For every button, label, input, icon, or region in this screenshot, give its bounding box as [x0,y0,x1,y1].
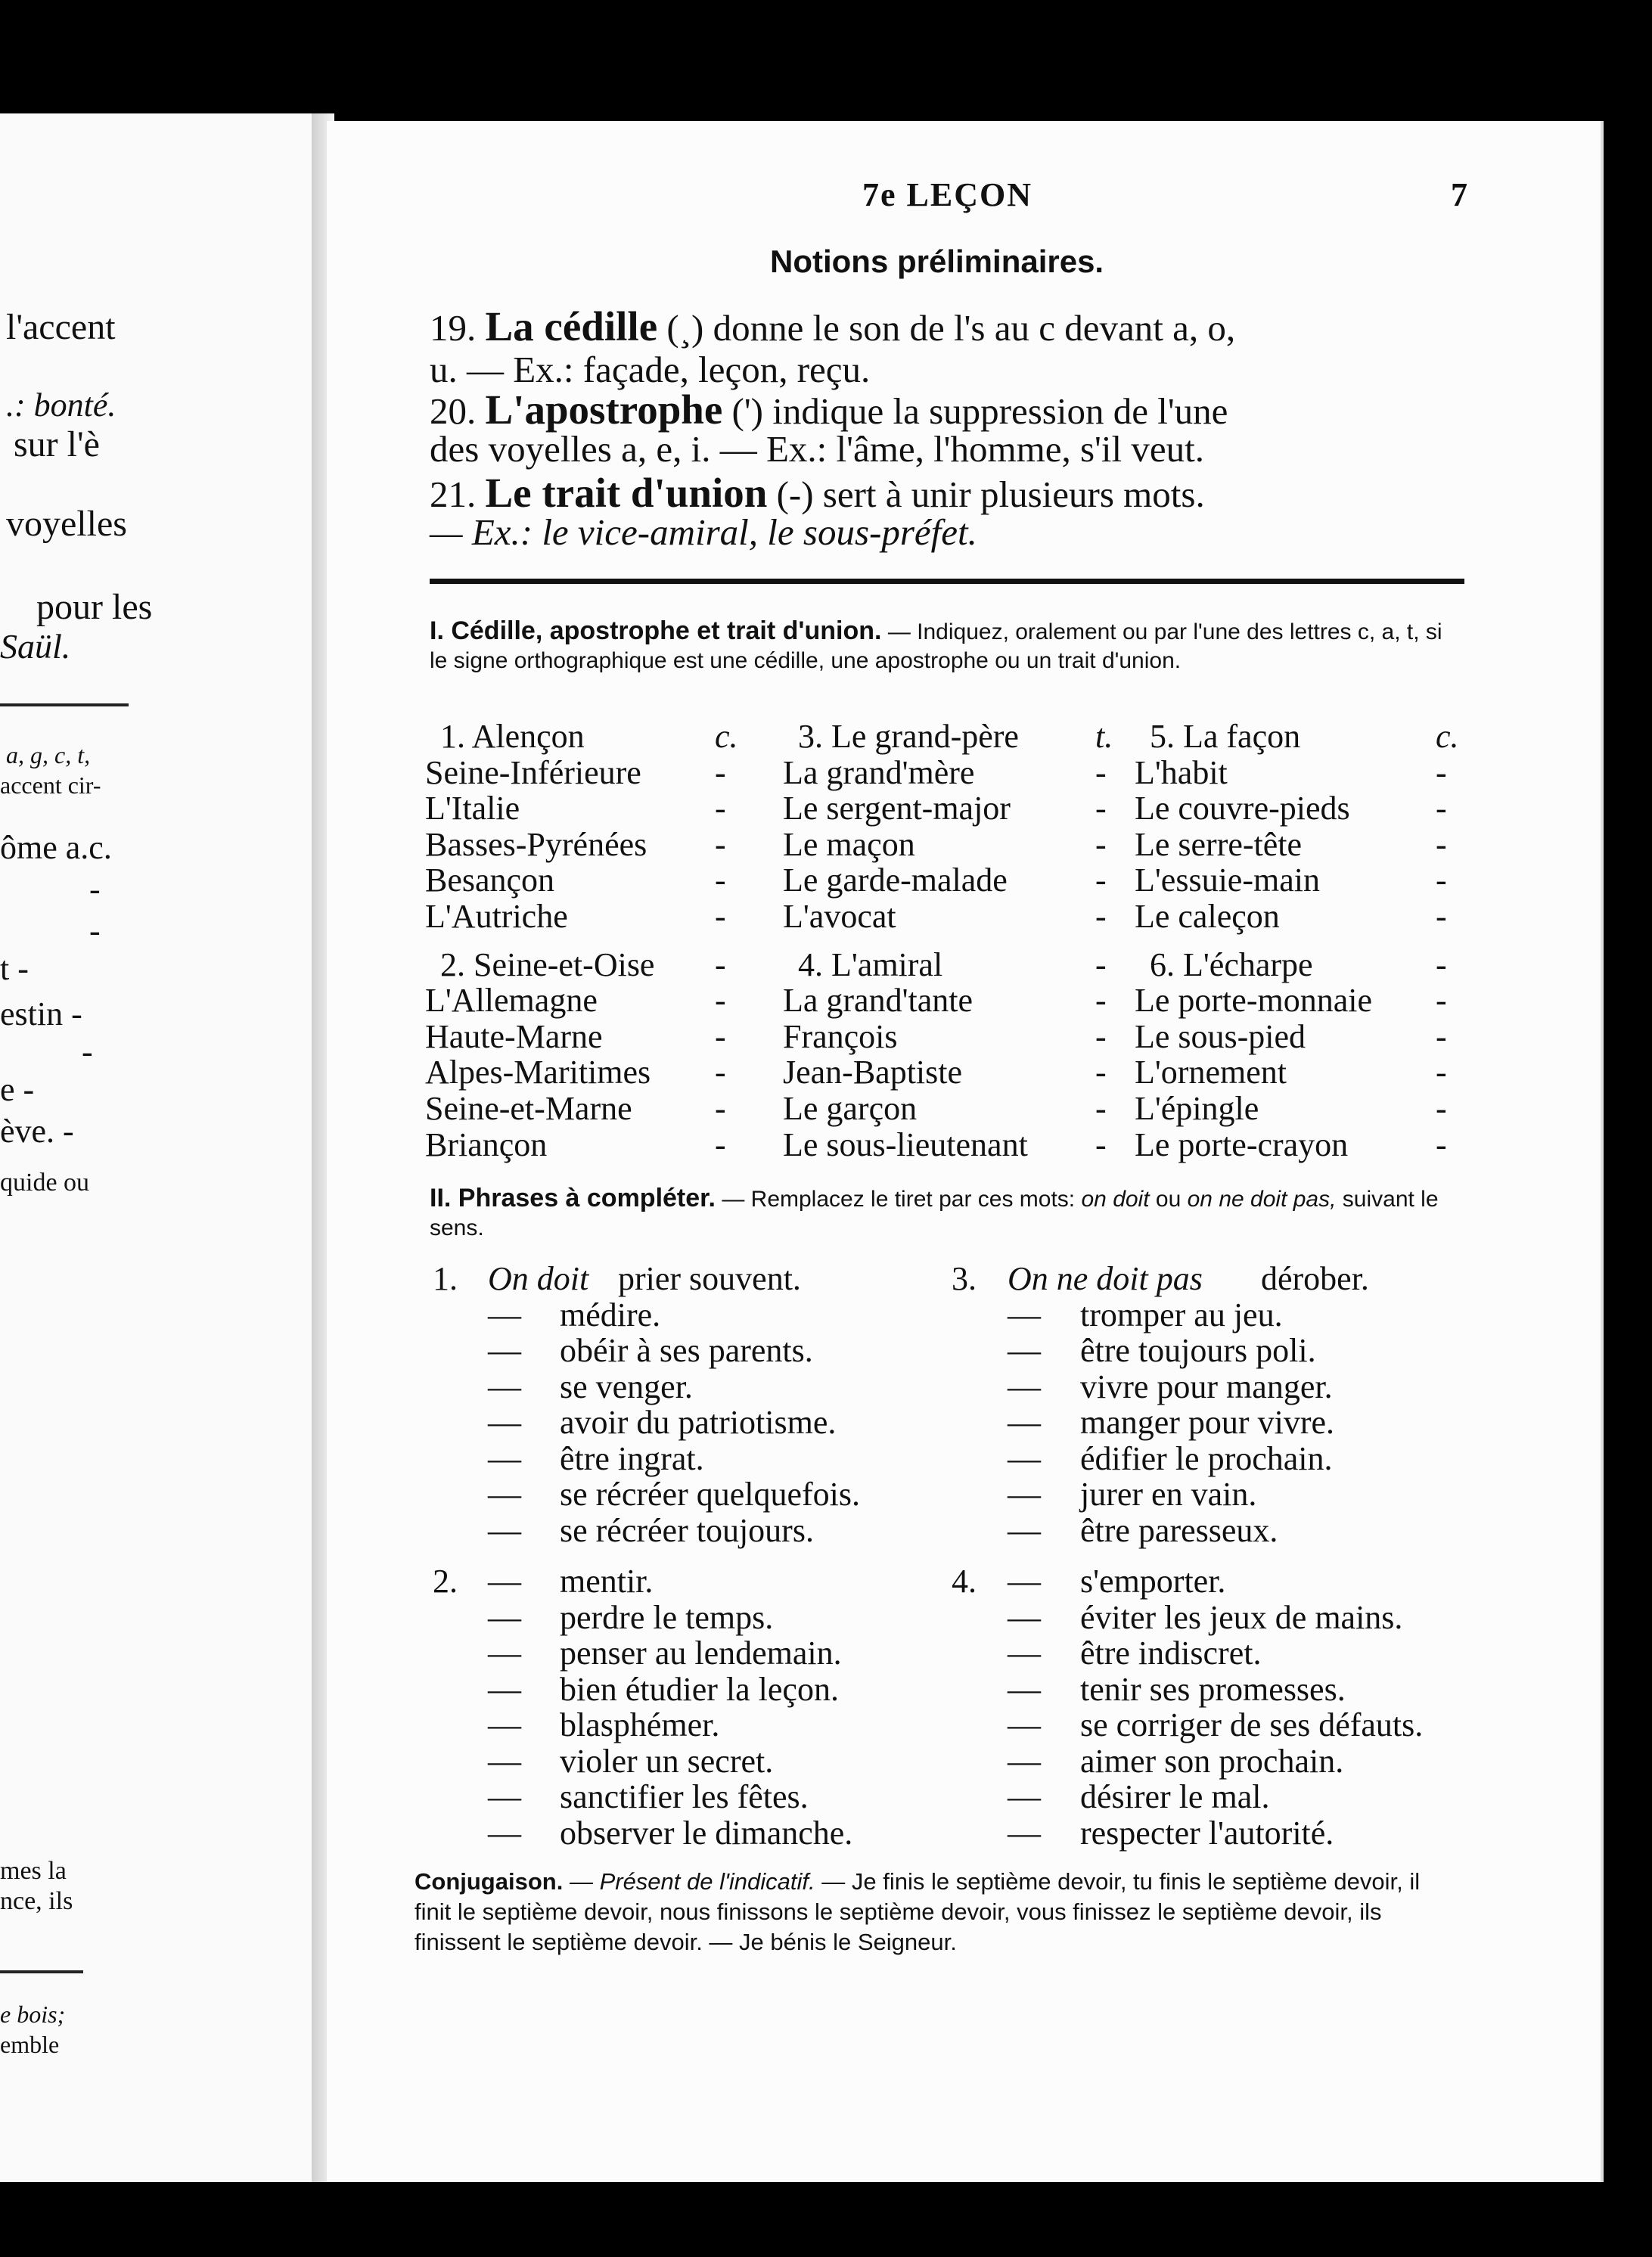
exercise2-phrase: mentir. [560,1563,654,1600]
exercise1-answer: - [1095,1090,1107,1127]
exercise2-blank-dash: — [1008,1404,1041,1441]
prev-line: Saül. [0,627,71,666]
exercise1-word: Briançon [425,1125,548,1163]
prev-divider [0,703,129,706]
exercise1-word: Seine-et-Marne [425,1090,632,1127]
exercise2-or: ou [1155,1187,1182,1212]
exercise2-phrase: tromper au jeu. [1080,1296,1283,1333]
exercise2-phrase: se corriger de ses défauts. [1080,1706,1424,1743]
exercise2-blank-dash: — [488,1296,521,1333]
prev-line: t - [0,950,29,987]
rule-term: L'apostrophe [485,387,723,433]
exercise1-title: I. Cédille, apostrophe et trait d'union. [430,616,882,645]
exercise2-phrase: vivre pour manger. [1080,1368,1333,1405]
exercise2-blank-dash: — [1008,1563,1041,1600]
exercise2-group-number: 3. [952,1260,977,1297]
exercise1-word: Le porte-monnaie [1135,982,1372,1020]
exercise2-phrase: jurer en vain. [1080,1476,1257,1513]
exercise1-word: L'Allemagne [425,982,598,1020]
exercise2-phrase: se récréer quelquefois. [560,1476,861,1513]
exercise2-blank-dash: — [488,1511,521,1549]
exercise2-phrase: penser au lendemain. [560,1635,842,1672]
prev-divider [0,1970,83,1973]
exercise1-word: Seine-Inférieure [425,753,641,791]
exercise1-answer: - [715,825,726,863]
exercise2-heading [430,1184,1466,1243]
exercise2-phrase: perdre le temps. [560,1598,774,1636]
exercise2-blank-dash: — [488,1563,521,1600]
exercise2-blank-dash: — [488,1332,521,1369]
exercise1-answer: - [1095,790,1107,827]
exercise1-word: Jean-Baptiste [783,1054,963,1091]
exercise2-blank-dash: — [1008,1439,1041,1477]
exercise1-answer: - [715,898,726,935]
exercise1-answer: - [1436,753,1447,791]
exercise2-instruction: — Remplacez le tiret par ces mots: [722,1187,1076,1212]
exercise2-phrase: bien étudier la leçon. [560,1670,839,1708]
exercise2-lead: On ne doit pas [1008,1260,1203,1297]
exercise2-blank-dash: — [488,1476,521,1513]
exercise1-answer: t. [1095,718,1113,755]
page-title: Notions préliminaires. [770,244,1104,279]
prev-line: emble [0,2031,60,2058]
exercise1-answer: - [1095,945,1107,983]
exercise1-word: Le sous-lieutenant [783,1125,1028,1163]
prev-line: quide ou [0,1169,90,1197]
exercise1-word: Besançon [425,862,555,899]
exercise2-blank-dash: — [488,1635,521,1672]
exercise1-heading [430,616,1466,675]
exercise2-blank-dash: — [1008,1332,1041,1369]
exercise1-answer: - [715,790,726,827]
exercise2-group-number: 4. [952,1563,977,1600]
prev-line: .: bonté. [6,387,116,424]
exercise1-answer: - [1436,1017,1447,1055]
conjugation-tense: — Présent de l'indicatif. [569,1868,815,1895]
exercise1-answer: - [1095,1017,1107,1055]
exercise1-word: 5. La façon [1150,718,1301,755]
exercise1-answer: - [1095,862,1107,899]
section-divider [430,579,1464,584]
page-number: 7 [1451,176,1467,213]
exercise2-choice-a: on doit [1081,1187,1150,1212]
exercise2-phrase: obéir à ses parents. [560,1332,813,1369]
exercise1-word: Le maçon [783,825,915,863]
exercise1-word: Le porte-crayon [1135,1125,1349,1163]
rule-symbol: (-) [776,473,814,515]
exercise2-suffix: suivant le sens. [430,1187,1439,1240]
exercise2-group-number: 2. [433,1563,458,1600]
exercise2-lead: On doit [488,1260,589,1297]
exercise2-blank-dash: — [488,1368,521,1405]
conjugation-heading: Conjugaison. [415,1868,564,1895]
exercise2-blank-dash: — [1008,1598,1041,1636]
exercise2-blank-dash: — [1008,1742,1041,1780]
exercise1-answer: - [1436,898,1447,935]
rule-19 [430,303,1235,350]
exercise1-answer: - [1436,982,1447,1020]
exercise2-blank-dash: — [1008,1296,1041,1333]
prev-line: accent cir- [0,771,101,799]
exercise1-word: François [783,1017,898,1055]
exercise1-instruction: — Indiquez, oralement ou par l'une des lettres c, a, t, si le signe orthographique est une cédille, une apostrophe ou un trait d'union. [430,619,1442,673]
exercise2-blank-dash: — [1008,1476,1041,1513]
exercise1-word: 6. L'écharpe [1150,945,1313,983]
exercise1-answer: - [1095,898,1107,935]
exercise1-answer: - [1095,1054,1107,1091]
exercise1-answer: - [1436,1054,1447,1091]
exercise2-phrase: éviter les jeux de mains. [1080,1598,1403,1636]
exercise2-phrase: se venger. [560,1368,693,1405]
exercise2-phrase: s'emporter. [1080,1563,1226,1600]
exercise2-blank-dash: — [1008,1706,1041,1743]
exercise2-phrase: avoir du patriotisme. [560,1404,837,1441]
exercise2-phrase: être ingrat. [560,1439,704,1477]
exercise1-answer: - [1436,825,1447,863]
rule-symbol: (') [731,390,763,432]
exercise1-word: La grand'tante [783,982,974,1020]
rule-text: indique la suppression de l'une [772,390,1228,432]
rule-number: 19. [430,307,477,349]
exercise1-word: Le garde-malade [783,862,1008,899]
exercise2-blank-dash: — [488,1742,521,1780]
rule-term: La cédille [485,303,658,349]
exercise1-answer: - [1436,862,1447,899]
exercise1-word: Haute-Marne [425,1017,603,1055]
exercise2-phrase: être toujours poli. [1080,1332,1316,1369]
prev-line: pour les [36,587,153,627]
prev-line: - [82,1033,93,1070]
exercise1-answer: - [715,1125,726,1163]
prev-line: - [89,871,101,908]
prev-line: - [89,912,101,949]
exercise2-blank-dash: — [488,1439,521,1477]
exercise1-word: La grand'mère [783,753,975,791]
exercise1-word: L'habit [1135,753,1228,791]
exercise2-phrase: se récréer toujours. [560,1511,814,1549]
exercise2-phrase: violer un secret. [560,1742,774,1780]
exercise2-phrase: médire. [560,1296,661,1333]
exercise2-blank-dash: — [1008,1635,1041,1672]
exercise2-blank-dash: — [1008,1814,1041,1852]
exercise1-answer: - [715,862,726,899]
rule-19-example: u. — Ex.: façade, leçon, reçu. [430,349,871,390]
exercise1-word: Le sergent-major [783,790,1011,827]
exercise2-title: II. Phrases à compléter. [430,1184,716,1212]
exercise2-blank-dash: — [1008,1368,1041,1405]
exercise1-word: Le caleçon [1135,898,1280,935]
exercise2-choice-b: on ne doit pas, [1187,1187,1337,1212]
exercise1-answer: - [1095,1125,1107,1163]
rule-20-example: des voyelles a, e, i. — Ex.: l'âme, l'homme, s'il veut. [430,428,1204,470]
exercise2-phrase: être indiscret. [1080,1635,1262,1672]
exercise2-blank-dash: — [488,1598,521,1636]
exercise2-blank-dash: — [1008,1511,1041,1549]
exercise2-phrase: prier souvent. [618,1260,801,1297]
exercise1-answer: - [715,1090,726,1127]
exercise1-answer: - [1095,982,1107,1020]
rule-text: sert à unir plusieurs mots. [822,473,1205,515]
prev-line: e - [0,1071,35,1108]
exercise2-blank-dash: — [488,1404,521,1441]
rule-21-example: — Ex.: le vice-amiral, le sous-préfet. [430,511,977,553]
prev-line: ève. - [0,1113,74,1150]
exercise1-word: 2. Seine-et-Oise [440,945,655,983]
rule-number: 21. [430,473,477,515]
conjugation [415,1867,1458,1957]
lesson-header: 7e LEÇON [862,176,1032,213]
prev-line: estin - [0,995,82,1032]
rule-number: 20. [430,390,477,432]
prev-line: sur l'è [14,424,100,464]
exercise2-blank-dash: — [1008,1778,1041,1815]
prev-line: mes la [0,1857,67,1885]
exercise1-word: Le sous-pied [1135,1017,1306,1055]
exercise1-answer: - [715,945,726,983]
exercise1-answer: - [715,1017,726,1055]
exercise1-word: Le couvre-pieds [1135,790,1350,827]
exercise1-word: L'Italie [425,790,520,827]
exercise1-word: L'épingle [1135,1090,1259,1127]
exercise1-word: Le garçon [783,1090,918,1127]
exercise1-word: L'essuie-main [1135,862,1320,899]
previous-page [0,113,314,2182]
exercise1-word: Basses-Pyrénées [425,825,647,863]
exercise1-answer: - [715,753,726,791]
exercise1-word: 4. L'amiral [798,945,943,983]
prev-line: nce, ils [0,1887,73,1915]
exercise2-phrase: observer le dimanche. [560,1814,853,1852]
exercise2-blank-dash: — [488,1814,521,1852]
exercise1-word: 1. Alençon [440,718,585,755]
exercise2-phrase: blasphémer. [560,1706,720,1743]
exercise1-answer: - [1095,825,1107,863]
exercise2-phrase: aimer son prochain. [1080,1742,1344,1780]
exercise2-phrase: manger pour vivre. [1080,1404,1334,1441]
rule-20 [430,386,1228,433]
exercise2-phrase: édifier le prochain. [1080,1439,1333,1477]
exercise1-word: 3. Le grand-père [798,718,1019,755]
exercise1-word: L'Autriche [425,898,568,935]
exercise1-answer: - [1436,1125,1447,1163]
prev-line: a, g, c, t, [6,741,91,768]
prev-line: l'accent [6,307,116,347]
exercise1-answer: - [1436,945,1447,983]
exercise2-phrase: tenir ses promesses. [1080,1670,1346,1708]
prev-line: voyelles [6,504,127,544]
exercise1-answer: - [1436,1090,1447,1127]
prev-line: e bois; [0,2001,66,2028]
exercise1-answer: c. [1436,718,1459,755]
rule-21 [430,469,1205,517]
prev-line: ôme a.c. [0,829,112,866]
exercise1-word: L'avocat [783,898,896,935]
exercise1-answer: - [1095,753,1107,791]
exercise1-answer: - [715,982,726,1020]
exercise2-phrase: être paresseux. [1080,1511,1278,1549]
exercise1-answer: c. [715,718,738,755]
exercise1-word: Alpes-Maritimes [425,1054,651,1091]
rule-term: Le trait d'union [485,470,768,516]
exercise2-blank-dash: — [488,1670,521,1708]
rule-text: donne le son de l's au c devant a, o, [713,307,1236,349]
exercise2-phrase: dérober. [1261,1260,1369,1297]
exercise2-phrase: désirer le mal. [1080,1778,1270,1815]
exercise2-phrase: respecter l'autorité. [1080,1814,1334,1852]
exercise2-phrase: sanctifier les fêtes. [560,1778,809,1815]
exercise1-answer: - [715,1054,726,1091]
rule-symbol: (¸) [666,307,704,349]
exercise2-blank-dash: — [1008,1670,1041,1708]
exercise1-word: Le serre-tête [1135,825,1303,863]
exercise1-answer: - [1436,790,1447,827]
exercise2-group-number: 1. [433,1260,458,1297]
exercise2-blank-dash: — [488,1778,521,1815]
exercise1-word: L'ornement [1135,1054,1287,1091]
exercise2-blank-dash: — [488,1706,521,1743]
conjugation-text: — Je finis le septième devoir, tu finis le septième devoir, il finit le septième devoir, nous finissons le septième devoir, vous finissez le septième devoir, ils finissent le septième devoir. — Je bénis le Seigneur. [415,1868,1421,1955]
